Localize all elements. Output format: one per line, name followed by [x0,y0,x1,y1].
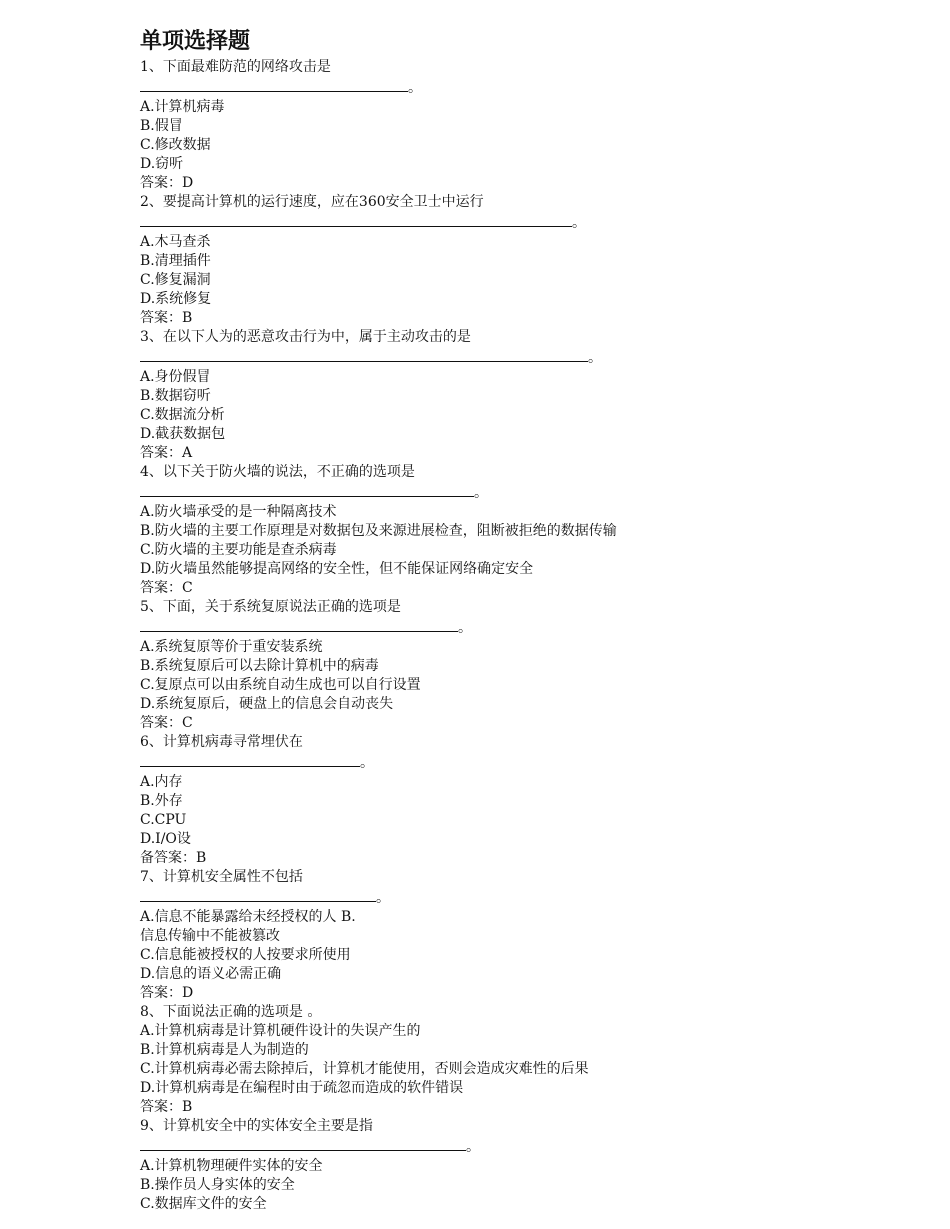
question-8-stem: 8、下面说法正确的选项是 。 [140,1004,322,1020]
option-b: 信息传输中不能被篡改 [140,928,280,944]
document-page [140,28,920,1214]
option-b: B.系统复原后可以去除计算机中的病毒 [140,658,379,674]
answer-line: 答案：C [140,715,193,731]
option-b: B.防火墙的主要工作原理是对数据包及来源进展检查，阻断被拒绝的数据传输 [140,523,617,539]
option-c: C.修复漏洞 [140,272,211,288]
option-d: D.防火墙虽然能够提高网络的安全性，但不能保证网络确定安全 [140,561,534,577]
answer-blank [140,1136,466,1151]
answer-blank [140,617,458,632]
question-2-stem: 2、要提高计算机的运行速度，应在360安全卫士中运行 [140,194,484,210]
answer-line: 答案：B [140,310,193,326]
option-a: A.身份假冒 [140,369,211,385]
question-7-blank: 。 [140,887,920,908]
answer-blank [140,752,360,767]
answer-line: 答案：D [140,175,194,191]
answer-line: 备答案：B [140,850,207,866]
option-b: B.操作员人身实体的安全 [140,1177,295,1193]
option-a: A.系统复原等价于重安装系统 [140,639,323,655]
option-d: D.信息的语义必需正确 [140,966,282,982]
option-c: C.数据流分析 [140,407,225,423]
option-c: C.数据库文件的安全 [140,1196,267,1212]
question-1-blank: 。 [140,77,920,98]
question-5-stem: 5、下面，关于系统复原说法正确的选项是 [140,599,401,615]
option-c: C.防火墙的主要功能是查杀病毒 [140,542,337,558]
question-4-blank: 。 [140,482,920,503]
answer-line: 答案：D [140,985,194,1001]
option-d: D.计算机病毒是在编程时由于疏忽而造成的软件错误 [140,1080,464,1096]
answer-line: 答案：A [140,445,193,461]
option-c: C.CPU [140,812,187,828]
answer-blank [140,347,588,362]
option-b: B.计算机病毒是人为制造的 [140,1042,309,1058]
option-b: B.外存 [140,793,183,809]
option-b: B.清理插件 [140,253,211,269]
question-4-stem: 4、以下关于防火墙的说法，不正确的选项是 [140,464,415,480]
option-d: D.截获数据包 [140,426,226,442]
option-a: A.木马查杀 [140,234,211,250]
option-b: B.假冒 [140,118,183,134]
question-3-stem: 3、在以下人为的恶意攻击行为中，属于主动攻击的是 [140,329,471,345]
option-d: D.I/O设 [140,831,191,847]
question-3-blank: 。 [140,347,920,368]
option-d: D.窃听 [140,156,184,172]
option-a: A.计算机物理硬件实体的安全 [140,1158,323,1174]
option-c: C.计算机病毒必需去除掉后，计算机才能使用，否则会造成灾难性的后果 [140,1061,589,1077]
question-6-stem: 6、计算机病毒寻常埋伏在 [140,734,303,750]
question-7-stem: 7、计算机安全属性不包括 [140,869,303,885]
option-d: D.系统复原后，硬盘上的信息会自动丧失 [140,696,394,712]
question-9-stem: 9、计算机安全中的实体安全主要是指 [140,1118,373,1134]
section-title: 单项选择题 [140,29,251,54]
answer-line: 答案：C [140,580,193,596]
option-c: C.修改数据 [140,137,211,153]
option-d: D.系统修复 [140,291,212,307]
option-c: C.信息能被授权的人按要求所使用 [140,947,351,963]
option-b: B.数据窃听 [140,388,211,404]
option-a: A.内存 [140,774,183,790]
option-a: A.计算机病毒 [140,99,225,115]
question-2-blank: 。 [140,212,920,233]
option-a: A.信息不能暴露给未经授权的人 B. [140,909,356,925]
question-6-blank: 。 [140,752,920,773]
question-5-blank: 。 [140,617,920,638]
answer-blank [140,482,474,497]
answer-blank [140,212,572,227]
answer-line: 答案：B [140,1099,193,1115]
answer-blank [140,887,376,902]
option-a: A.计算机病毒是计算机硬件设计的失误产生的 [140,1023,421,1039]
option-a: A.防火墙承受的是一种隔离技术 [140,504,337,520]
question-1-stem: 1、下面最难防范的网络攻击是 [140,59,331,75]
option-c: C.复原点可以由系统自动生成也可以自行设置 [140,677,421,693]
answer-blank [140,77,408,92]
question-9-blank: 。 [140,1136,920,1157]
